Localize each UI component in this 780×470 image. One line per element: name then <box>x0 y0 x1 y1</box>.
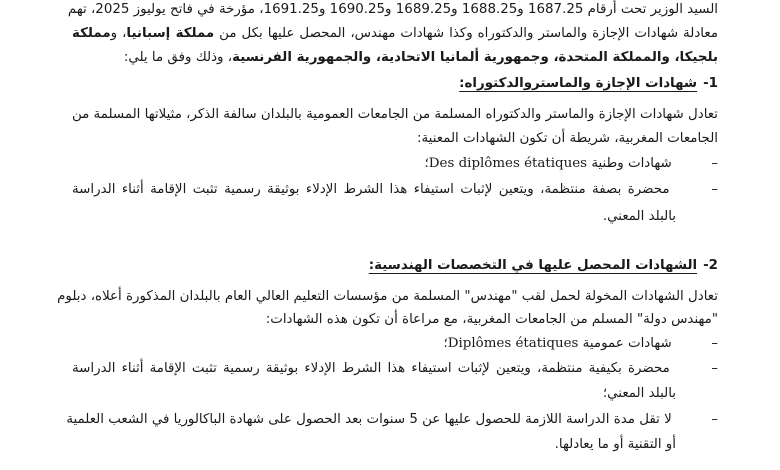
intro-text-3: ، وذلك وفق ما يلي: <box>123 50 233 65</box>
section-1-para-line-1 <box>72 103 718 127</box>
section-2-number: 2- <box>703 258 718 273</box>
bullet-dash: – <box>711 361 718 376</box>
section-2-bullet-2-line-1 <box>72 357 718 381</box>
country-kingdom: مملكة <box>72 26 111 41</box>
intro-connector: ، و <box>110 26 127 41</box>
bullet-3-text-1: لا تقل مدة الدراسة اللازمة للحصول عليها عن 5 سنوات بعد الحصول على شهادة الباكالوريا في الشعب العلمية <box>66 412 672 427</box>
bullet-2-text-2: بالبلد المعني. <box>602 209 676 224</box>
section-2-heading <box>72 254 718 278</box>
bullet-2-text-1: محضرة بصفة منتظمة، ويتعين لإثبات استيفاء هذا الشرط الإدلاء بوثيقة رسمية تثبت الإقامة أثناء الدراسة <box>72 182 670 197</box>
bullet-2-text-2: بالبلد المعني؛ <box>602 386 676 401</box>
country-spain: مملكة إسبانيا <box>126 26 215 41</box>
intro-line-2 <box>72 22 718 46</box>
intro-text-2: معادلة شهادات الإجازة والماستر والدكتوراه وكذا شهادات مهندس، المحصل عليها بكل من <box>214 26 718 41</box>
section-1-bullet-2-line-2 <box>72 205 718 229</box>
bullet-end: ؛ <box>424 156 429 171</box>
section-1-bullet-1 <box>72 152 718 176</box>
country-list: بلجيكا، والمملكة المتحدة، وجمهورية ألمانيا الاتحادية، والجمهورية الفرنسية <box>232 50 718 65</box>
intro-text-1: السيد الوزير تحت أرقام 1687.25 و1688.25 و1689.25 و1690.25 و1691.25، مؤرخة في فاتح يوليوز 2025، تهم <box>67 2 718 17</box>
bullet-end: ؛ <box>443 336 448 351</box>
bullet-dash: – <box>711 156 718 171</box>
bullet-dash: – <box>711 336 718 351</box>
section-1-title: شهادات الإجازة والماستروالدكتوراه: <box>459 76 698 91</box>
bullet-2-text-1: محضرة بكيفية منتظمة، ويتعين لإثبات استيفاء هذا الشرط الإدلاء بوثيقة رسمية تثبت الإقامة أثناء الدراسة <box>72 361 670 376</box>
section-1-heading <box>72 72 718 96</box>
section-2-title: الشهادات المحصل عليها في التخصصات الهندسية: <box>368 258 698 273</box>
section-1-number: 1- <box>703 76 718 91</box>
section-1-para-line-2 <box>72 127 718 151</box>
section-2-para-line-2 <box>72 308 718 332</box>
bullet-text-ar: شهادات وطنية <box>591 156 672 171</box>
intro-line-1 <box>67 0 718 22</box>
section-2-bullet-2-line-2 <box>72 382 718 406</box>
section-2-para-text-1: تعادل الشهادات المخولة لحمل لقب "مهندس" المسلمة من مؤسسات التعليم العالي العام بالبلدان المذكورة أعلاه، دبلوم <box>57 289 718 304</box>
bullet-3-text-2: أو التقنية أو ما يعادلها. <box>554 437 676 452</box>
bullet-text-fr: Diplômes étatiques <box>447 336 579 351</box>
section-2-bullet-1 <box>72 332 718 356</box>
bullet-text-fr: Des diplômes étatiques <box>428 156 588 171</box>
section-1-bullet-2-line-1 <box>72 178 718 202</box>
section-1-para-text-2: الجامعات المغربية، شريطة أن تكون الشهادات المعنية: <box>416 131 718 146</box>
section-2-para-text-2: "مهندس دولة" المسلم من الجامعات المغربية، مع مراعاة أن تكون هذه الشهادات: <box>265 312 718 327</box>
section-2-bullet-3-line-2 <box>72 433 718 457</box>
bullet-dash: – <box>711 182 718 197</box>
section-2-bullet-3-line-1 <box>66 408 718 432</box>
section-1-para-text-1: تعادل شهادات الإجازة والماستر والدكتوراه المسلمة من الجامعات العمومية بالبلدان سالفة الذكر، مثيلاتها المسلمة من <box>71 107 718 122</box>
intro-line-3 <box>72 46 718 70</box>
bullet-text-ar: شهادات عمومية <box>582 336 672 351</box>
bullet-dash: – <box>711 412 718 427</box>
section-2-para-line-1 <box>57 285 718 309</box>
